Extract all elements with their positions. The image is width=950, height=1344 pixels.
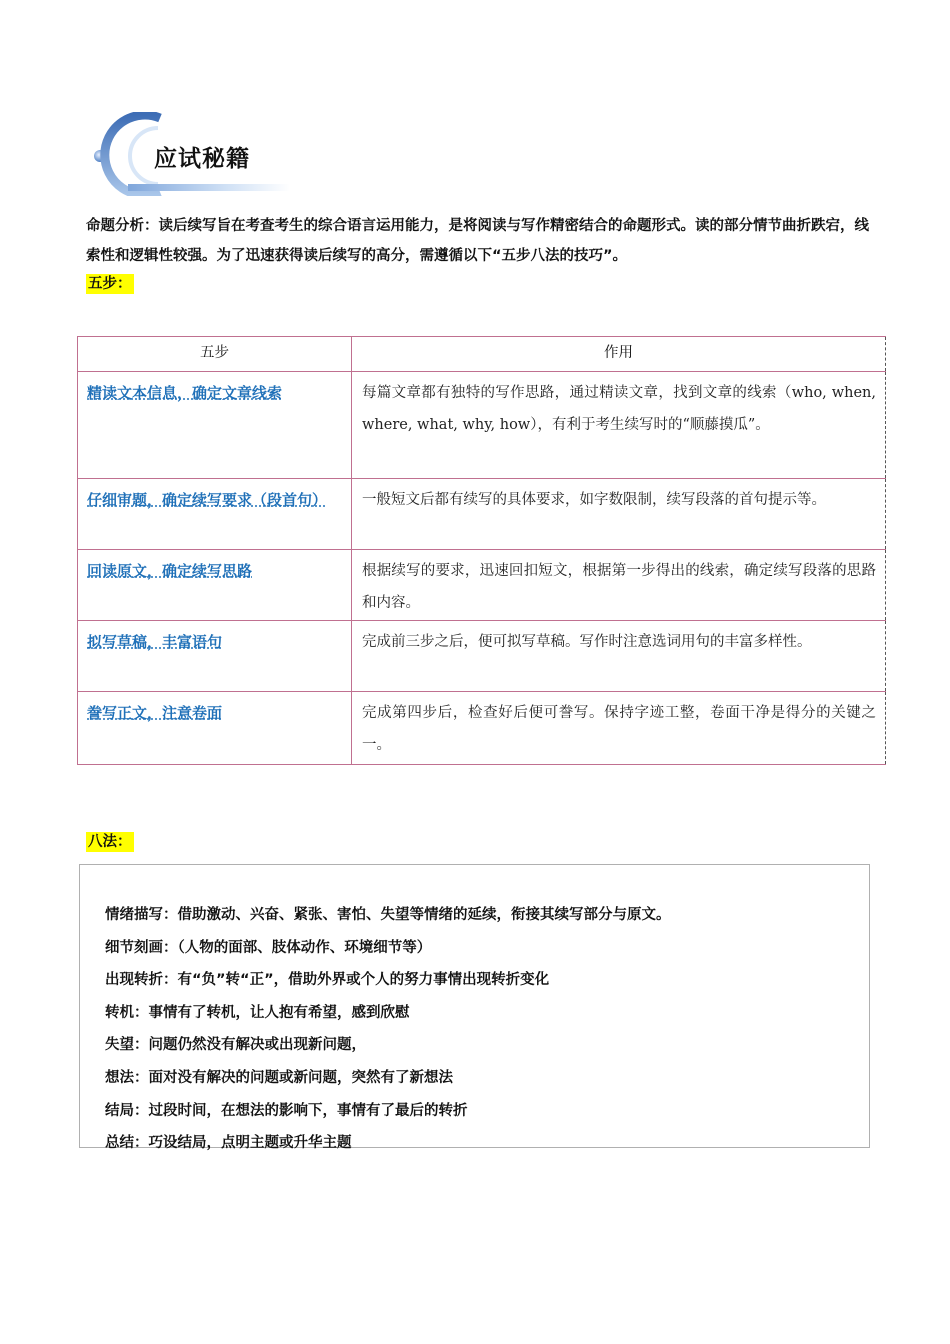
step-description: 每篇文章都有独特的写作思路，通过精读文章，找到文章的线索（who, when, where, what, why, how），有利于考生续写时的“顺藤摸瓜”。 [362,385,876,433]
step-cell [78,550,352,621]
step-description: 根据续写的要求，迅速回扣短文，根据第一步得出的线索，确定续写段落的思路和内容。 [362,563,876,611]
table-row [78,372,886,479]
step-cell [78,621,352,692]
list-item: 细节刻画：（人物的面部、肢体动作、环境细节等） [105,939,432,956]
section-title: 应试秘籍 [154,146,250,172]
step-name: 誊写正文，注意卷面 [87,704,223,722]
list-item: 失望：问题仍然没有解决或出现新问题， [105,1037,366,1054]
step-name: 回读原文，确定续写思路 [87,562,253,580]
desc-cell [352,692,886,765]
step-name: 仔细审题，确定续写要求（段首句） [87,491,328,509]
table-header-row [78,337,886,372]
step-cell [78,479,352,550]
five-steps-table [77,336,886,765]
table-row [78,479,886,550]
desc-cell [352,550,886,621]
eight-methods-label [86,830,134,851]
intro-paragraph: 命题分析：读后续写旨在考查考生的综合语言运用能力，是将阅读与写作精密结合的命题形式。读的部分情节曲折跌宕，线索性和逻辑性较强。为了迅速获得读后续写的高分，需遵循以下“五步八法的技巧”。 [86,218,869,264]
step-cell [78,692,352,765]
table-header-cell: 五步 [78,337,352,372]
step-cell [78,372,352,479]
table-row [78,692,886,765]
five-steps-label [86,272,134,293]
step-description: 完成第四步后，检查好后便可誊写。保持字迹工整，卷面干净是得分的关键之一。 [362,705,876,753]
table-header-cell: 作用 [352,337,886,372]
desc-cell [352,479,886,550]
highlight-label: 五步： [88,276,132,292]
highlight-label: 八法： [88,834,132,850]
list-item: 转机：事情有了转机，让人抱有希望，感到欣慰 [105,1004,410,1021]
list-item: 出现转折：有“负”转“正”，借助外界或个人的努力事情出现转折变化 [105,972,550,989]
desc-cell [352,621,886,692]
desc-cell [352,372,886,479]
list-item: 结局：过段时间，在想法的影响下，事情有了最后的转折 [105,1102,468,1119]
table-row [78,621,886,692]
eight-methods-box [79,864,870,1152]
step-description: 完成前三步之后，便可拟写草稿。写作时注意选词用句的丰富多样性。 [362,634,812,650]
step-name: 拟写草稿，丰富语句 [87,633,223,651]
section-header-badge [88,112,293,196]
step-name: 精读文本信息，确定文章线索 [87,384,283,402]
table-row [78,550,886,621]
list-item: 情绪描写：借助激动、兴奋、紧张、害怕、失望等情绪的延续，衔接其续写部分与原文。 [105,907,671,923]
list-item: 总结：巧设结局，点明主题或升华主题 [105,1135,352,1152]
step-description: 一般短文后都有续写的具体要求，如字数限制，续写段落的首句提示等。 [362,492,826,508]
list-item: 想法：面对没有解决的问题或新问题，突然有了新想法 [105,1069,453,1086]
